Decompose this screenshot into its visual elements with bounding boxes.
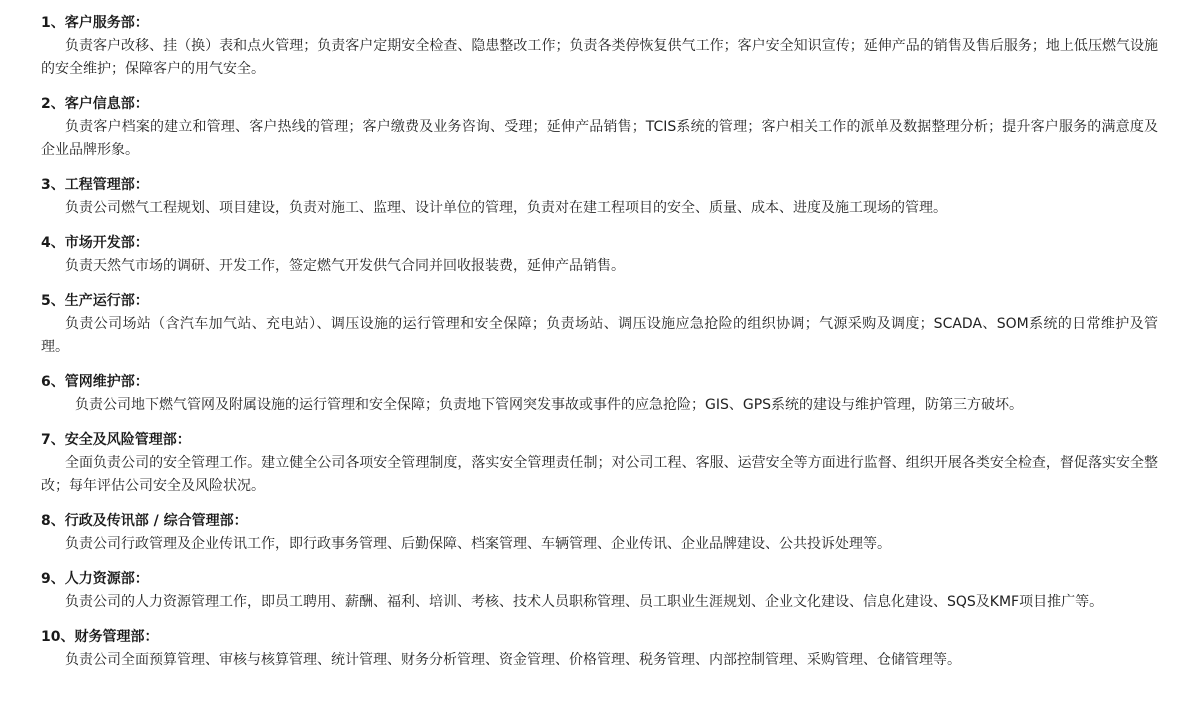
section-body: 负责客户档案的建立和管理、客户热线的管理；客户缴费及业务咨询、受理；延伸产品销售；TCIS系统的管理；客户相关工作的派单及数据整理分析；提升客户服务的满意度及企业品牌形象。: [41, 119, 1158, 158]
section-body: 负责公司地下燃气管网及附属设施的运行管理和安全保障；负责地下管网突发事故或事件的应急抢险；GIS、GPS系统的建设与维护管理，防第三方破坏。: [75, 397, 1024, 413]
section-heading: 3、工程管理部：: [41, 177, 149, 193]
section-body: 负责公司场站（含汽车加气站、充电站）、调压设施的运行管理和安全保障；负责场站、调压设施应急抢险的组织协调；气源采购及调度；SCADA、SOM系统的日常维护及管理。: [41, 316, 1158, 355]
section-human-resources: [41, 568, 1158, 614]
section-heading: 8、行政及传讯部 / 综合管理部：: [41, 513, 248, 529]
section-pipeline-maintenance: [41, 371, 1158, 417]
section-heading: 4、市场开发部：: [41, 235, 149, 251]
section-heading: 6、管网维护部：: [41, 374, 149, 390]
section-customer-information: [41, 93, 1158, 162]
section-body: 负责天然气市场的调研、开发工作，签定燃气开发供气合同并回收报装费，延伸产品销售。: [65, 258, 625, 274]
section-finance-management: [41, 626, 1158, 672]
section-market-development: [41, 232, 1158, 278]
section-administration-communications: [41, 510, 1158, 556]
section-body: 负责公司的人力资源管理工作，即员工聘用、薪酬、福利、培训、考核、技术人员职称管理、员工职业生涯规划、企业文化建设、信息化建设、SQS及KMF项目推广等。: [65, 594, 1104, 610]
section-heading: 7、安全及风险管理部：: [41, 432, 191, 448]
section-body: 负责公司全面预算管理、审核与核算管理、统计管理、财务分析管理、资金管理、价格管理、税务管理、内部控制管理、采购管理、仓储管理等。: [65, 652, 961, 668]
section-heading: 9、人力资源部：: [41, 571, 149, 587]
section-heading: 5、生产运行部：: [41, 293, 149, 309]
section-heading: 2、客户信息部：: [41, 96, 149, 112]
section-heading: 10、财务管理部：: [41, 629, 159, 645]
section-engineering-management: [41, 174, 1158, 220]
section-body: 全面负责公司的安全管理工作。建立健全公司各项安全管理制度，落实安全管理责任制；对公司工程、客服、运营安全等方面进行监督、组织开展各类安全检查，督促落实安全整改；每年评估公司安全及风险状况。: [41, 455, 1158, 494]
section-body: 负责公司燃气工程规划、项目建设，负责对施工、监理、设计单位的管理，负责对在建工程项目的安全、质量、成本、进度及施工现场的管理。: [65, 200, 947, 216]
section-customer-service: [41, 12, 1158, 81]
section-production-operation: [41, 290, 1158, 359]
section-body: 负责公司行政管理及企业传讯工作，即行政事务管理、后勤保障、档案管理、车辆管理、企业传讯、企业品牌建设、公共投诉处理等。: [65, 536, 891, 552]
section-heading: 1、客户服务部：: [41, 15, 149, 31]
section-safety-risk-management: [41, 429, 1158, 498]
section-body: 负责客户改移、挂（换）表和点火管理；负责客户定期安全检查、隐患整改工作；负责各类停恢复供气工作；客户安全知识宣传；延伸产品的销售及售后服务；地上低压燃气设施的安全维护；保障客户的用气安全。: [41, 38, 1158, 77]
